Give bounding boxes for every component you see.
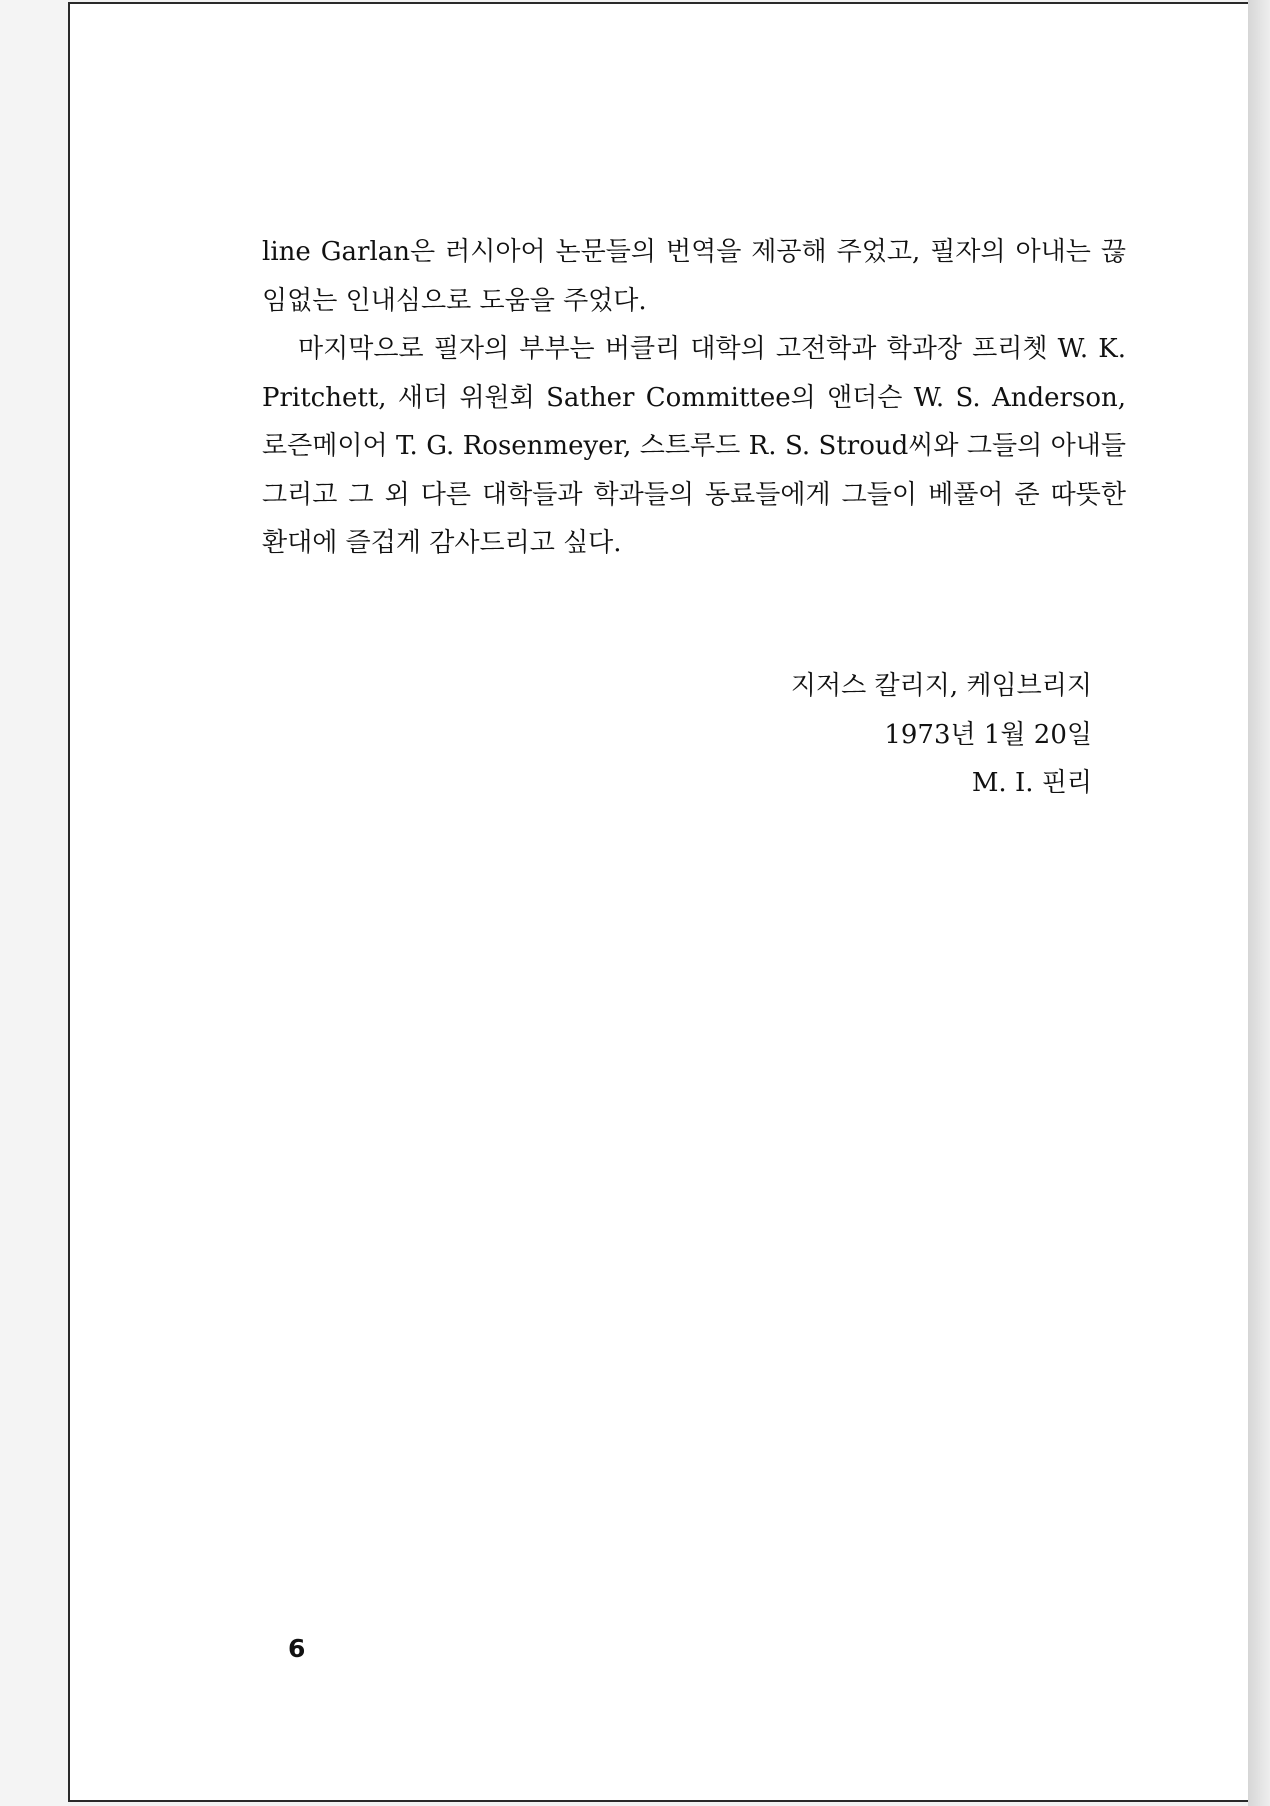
page-edge-shadow [1248, 0, 1270, 1806]
signature-place: 지저스 칼리지, 케임브리지 [790, 671, 1092, 701]
page-number: 6 [288, 1634, 306, 1663]
signature-author: M. I. 핀리 [971, 768, 1092, 798]
signature-date: 1973년 1월 20일 [884, 719, 1092, 750]
body-text [262, 228, 1126, 568]
paragraph-1: line Garlan은 러시아어 논문들의 번역을 제공해 주었고, 필자의 아내는 끊임없는 인내심으로 도움을 주었다. [262, 237, 1126, 316]
signature-block [791, 662, 1092, 808]
left-margin [0, 0, 68, 1806]
paragraph-2: 마지막으로 필자의 부부는 버클리 대학의 고전학과 학과장 프리쳇 W. K. Pritchett, 새더 위원회 Sather Committee의 앤더슨 W. S. Anderson, 로즌메이어 T. G. Rosenmeyer, 스트루드 R. S. Stroud씨와 그들의 아내들 그리고 그 외 다른 대학들과 학과들의 동료들에게 그들이 베풀어 준 따뜻한 환대에 즐겁게 감사드리고 싶다. [262, 334, 1126, 558]
